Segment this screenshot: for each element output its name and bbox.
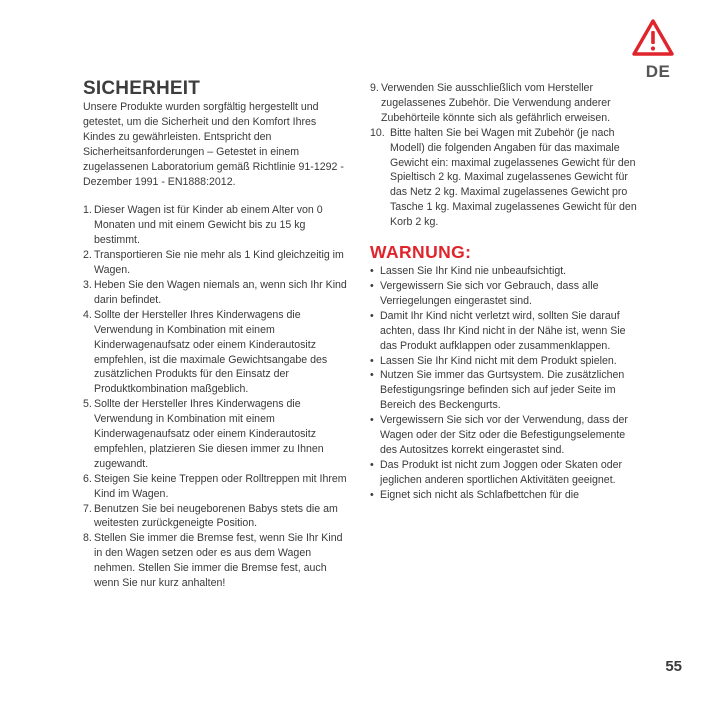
list-item (370, 368, 642, 413)
list-item (83, 472, 351, 502)
list-item (370, 309, 642, 354)
item-text: Bitte halten Sie bei Wagen mit Zubehör (je nach Modell) die folgenden Angaben für das maximale Gewicht ein: maximal zugelassenes Gewicht für den Spieltisch 2 kg. Maximal zugelassenes Gewicht für das Netz 2 kg. Maximal zugelassenes Gewicht pro Tasche 1 kg. Maximal zugelassenes Gewicht für den Korb 2 kg. (390, 126, 637, 229)
list-item (370, 458, 642, 488)
item-text: Dieser Wagen ist für Kinder ab einem Alter von 0 Monaten und mit einem Gewicht bis zu 15 kg bestimmt. (94, 204, 323, 247)
item-number: 5. (83, 398, 92, 411)
list-item (370, 126, 642, 230)
item-number: 4. (83, 308, 92, 321)
bullet-icon: • (370, 265, 374, 278)
bullet-text: Vergewissern Sie sich vor Gebrauch, dass alle Verriegelungen eingerastet sind. (380, 279, 599, 307)
item-text: Steigen Sie keine Treppen oder Rolltreppen mit Ihrem Kind im Wagen. (94, 472, 347, 500)
item-number: 10. (370, 126, 385, 139)
list-item (83, 502, 351, 532)
list-item (370, 264, 642, 279)
safety-list-continued (370, 81, 642, 230)
bullet-text: Das Produkt ist nicht zum Joggen oder Skaten oder jeglichen anderen sportlichen Aktivitäten geeignet. (380, 458, 623, 486)
bullet-text: Lassen Sie Ihr Kind nie unbeaufsichtigt. (380, 265, 567, 278)
language-tag: DE (645, 62, 671, 81)
list-item (370, 488, 642, 503)
list-item (83, 308, 351, 397)
bullet-icon: • (370, 279, 374, 292)
list-item (83, 531, 351, 591)
safety-intro: Unsere Produkte wurden sorgfältig hergestellt und getestet, um die Sicherheit und den Komfort Ihres Kindes zu gewährleisten. Entspricht den Sicherheitsanforderungen – Getestet in einem zugelassenen Laboratorium gemäß Richtlinie 91-1292 - Dezember 1991 - EN1888:2012. (83, 101, 344, 188)
list-item (83, 248, 351, 278)
list-item (83, 278, 351, 308)
item-number: 3. (83, 278, 92, 291)
warning-triangle-icon (631, 18, 675, 58)
warning-list (370, 264, 642, 503)
warning-title: WARNUNG: (370, 242, 472, 263)
item-text: Sollte der Hersteller Ihres Kinderwagens die Verwendung in Kombination mit einem Kinderwagenaufsatz oder einem Kinderautositz empfehlen, platzieren Sie diesen immer zu Ihnen zugewandt. (94, 398, 324, 470)
bullet-icon: • (370, 354, 374, 367)
list-item (370, 279, 642, 309)
bullet-text: Nutzen Sie immer das Gurtsystem. Die zusätzlichen Befestigungsringe befinden sich auf jeder Seite im Bereich des Beckengurts. (380, 369, 625, 412)
bullet-icon: • (370, 369, 374, 382)
item-text: Verwenden Sie ausschließlich vom Hersteller zugelassenes Zubehör. Die Verwendung anderer Zubehörteile könnte sich als gefährlich erweisen. (381, 82, 611, 124)
left-column (83, 78, 351, 591)
list-item (370, 81, 642, 126)
item-number: 9. (370, 82, 379, 94)
bullet-icon: • (370, 458, 374, 471)
list-item (83, 397, 351, 472)
item-number: 1. (83, 204, 92, 217)
safety-title: SICHERHEIT (83, 78, 201, 99)
bullet-text: Damit Ihr Kind nicht verletzt wird, sollten Sie darauf achten, dass Ihr Kind nicht in der Nähe ist, wenn Sie das Produkt aufklappen oder zusammenklappen. (380, 309, 626, 352)
page-number: 55 (665, 658, 682, 675)
item-number: 8. (83, 532, 92, 545)
bullet-text: Eignet sich nicht als Schlafbettchen für die (380, 488, 580, 501)
item-text: Sollte der Hersteller Ihres Kinderwagens die Verwendung in Kombination mit einem Kinderwagenaufsatz oder einem Kinderautositz empfehlen, ist die maximale Gewichtsangabe des zusätzlichen Produkts für den Einsatz der Produktkombination maßgeblich. (94, 308, 328, 396)
bullet-text: Vergewissern Sie sich vor der Verwendung, dass der Wagen oder der Sitz oder die Befestigungselemente des Autositzes korrekt eingerastet sind. (380, 414, 628, 456)
safety-list (83, 203, 351, 591)
item-number: 7. (83, 502, 92, 515)
bullet-text: Lassen Sie Ihr Kind nicht mit dem Produkt spielen. (380, 354, 617, 367)
list-item (370, 413, 642, 458)
item-number: 6. (83, 472, 92, 485)
right-column (370, 81, 642, 503)
item-text: Stellen Sie immer die Bremse fest, wenn Sie Ihr Kind in den Wagen setzen oder es aus dem Wagen nehmen. Stellen Sie immer die Bremse fest, auch wenn Sie nur kurz anhalten! (94, 532, 343, 590)
list-item (83, 203, 351, 248)
bullet-icon: • (370, 309, 374, 322)
bullet-icon: • (370, 414, 374, 427)
list-item (370, 354, 642, 369)
item-text: Transportieren Sie nie mehr als 1 Kind gleichzeitig im Wagen. (94, 249, 344, 277)
bullet-icon: • (370, 488, 374, 501)
item-number: 2. (83, 249, 92, 262)
item-text: Benutzen Sie bei neugeborenen Babys stets die am weitesten zurückgeneigte Position. (94, 502, 338, 530)
item-text: Heben Sie den Wagen niemals an, wenn sich Ihr Kind darin befindet. (94, 278, 347, 306)
